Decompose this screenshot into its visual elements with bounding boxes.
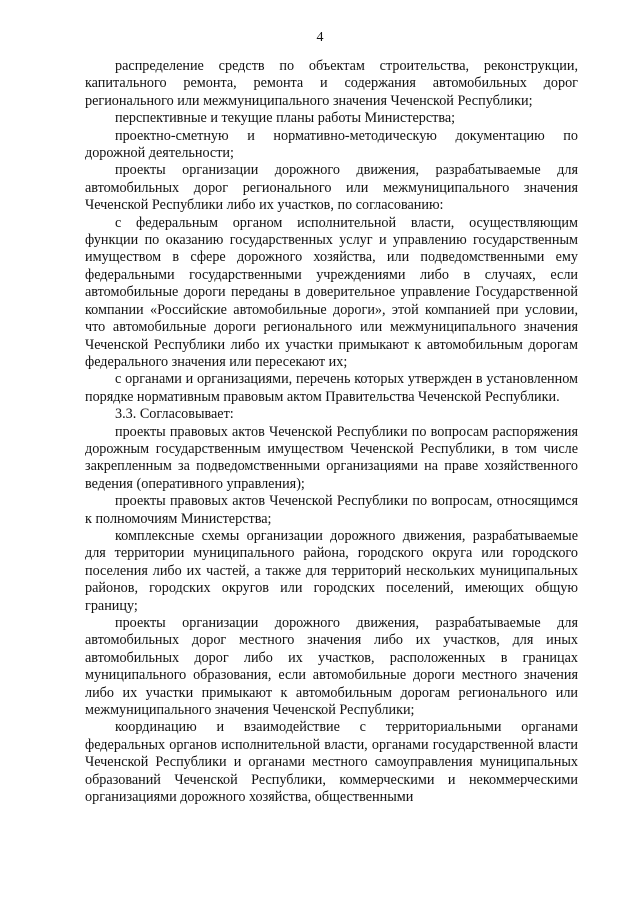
paragraph-ministry-legal-acts: проекты правовых актов Чеченской Республики по вопросам, относящимся к полномочиям Министерства; <box>85 493 578 527</box>
page-number: 4 <box>316 30 324 45</box>
paragraph-property-legal-acts: проекты правовых актов Чеченской Республики по вопросам распоряжения дорожным государственным имуществом Чеченской Республики, в том числе закрепленным за подведомственными организациями на праве хозяйственного ведения (оперативного управления); <box>85 423 578 492</box>
paragraph-design-documentation: проектно-сметную и нормативно-методическую документацию по дорожной деятельности; <box>85 127 578 162</box>
paragraph-coordination: координацию и взаимодействие с территориальными органами федеральных органов исполнительной власти, органами государственной власти Чеченской Республики и органами местного самоуправления муниципальных образований Чеченской Республики, коммерческими и некоммерческими организациями дорожного хозяйства, общественными <box>85 719 578 806</box>
paragraph-work-plans: перспективные и текущие планы работы Министерства; <box>115 110 456 127</box>
paragraph-complex-traffic-schemes: комплексные схемы организации дорожного движения, разрабатываемые для территории муниципального района, городского округа или городского поселения либо их частей, а также для территорий нескольких муниципальных районов, городских округов или городских поселений, имеющих общую границу; <box>85 527 578 614</box>
paragraph-organizations-approval: с органами и организациями, перечень которых утвержден в установленном порядке нормативным правовым актом Правительства Чеченской Республики. <box>85 371 578 405</box>
section-heading-3-3: 3.3. Согласовывает: <box>115 406 234 423</box>
paragraph-traffic-projects-regional: проекты организации дорожного движения, разрабатываемые для автомобильных дорог регионального или межмуниципального значения Чеченской Республики либо их участков, по согласованию: <box>85 162 578 214</box>
document-body <box>85 58 578 806</box>
paragraph-traffic-projects-local: проекты организации дорожного движения, разрабатываемые для автомобильных дорог местного значения либо их участков, для иных автомобильных дорог либо их участков, расположенных в границах муниципального образования, если автомобильные дороги местного значения либо их участки примыкают к автомобильным дорогам регионального или межмуниципального значения Чеченской Республики; <box>85 615 578 719</box>
paragraph-federal-body-approval: с федеральным органом исполнительной власти, осуществляющим функции по оказанию государственных услуг и управлению государственным имуществом в сфере дорожного хозяйства, или подведомственными ему федеральными государственными учреждениями либо в случаях, если автомобильные дороги переданы в доверительное управление Государственной компании «Российские автомобильные дороги», этой компанией при условии, что автомобильные дороги регионального или межмуниципального значения Чеченской Республики либо их участки примыкают к автомобильным дорогам федерального значения или пересекают их; <box>85 214 578 370</box>
paragraph-funds-distribution: распределение средств по объектам строительства, реконструкции, капитального ремонта, ремонта и содержания автомобильных дорог регионального или межмуниципального значения Чеченской Республики; <box>85 58 578 109</box>
